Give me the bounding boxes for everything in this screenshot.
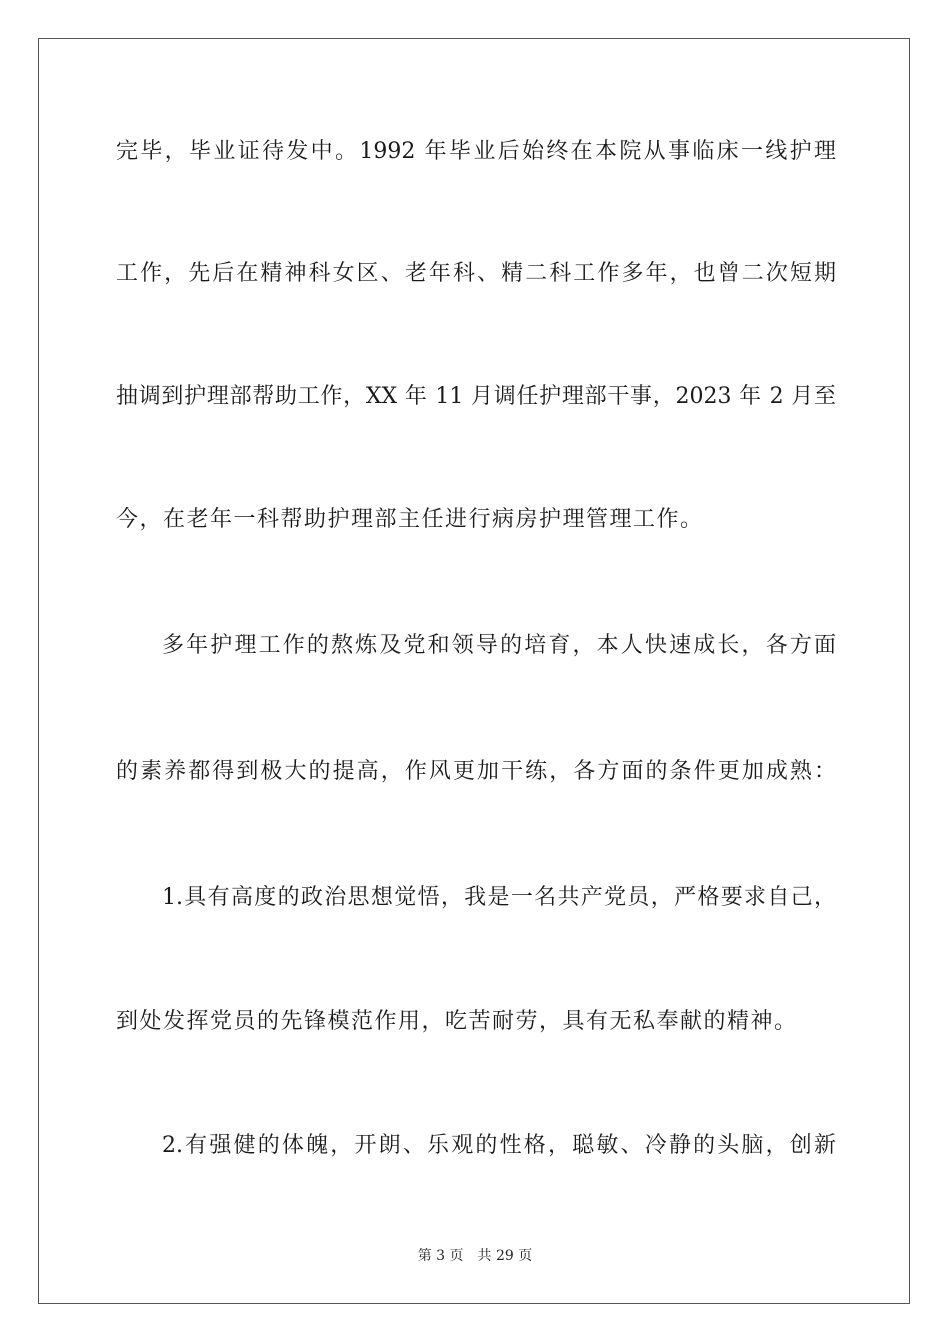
body-text-line-1: 完毕，毕业证待发中。1992 年毕业后始终在本院从事临床一线护理 [116, 139, 836, 164]
body-text-line-4: 今，在老年一科帮助护理部主任进行病房护理管理工作。 [116, 507, 704, 532]
page-total: 共 29 页 [477, 1248, 533, 1264]
list-item-1-line-2: 到处发挥党员的先锋模范作用，吃苦耐劳，具有无私奉献的精神。 [116, 1009, 798, 1034]
body-text-line-3: 抽调到护理部帮助工作，XX 年 11 月调任护理部干事，2023 年 2 月至 [116, 384, 836, 409]
list-item-2-line-1: 2.有强健的体魄，开朗、乐观的性格，聪敏、冷静的头脑，创新 [162, 1133, 836, 1158]
body-text-line-2: 工作，先后在精神科女区、老年科、精二科工作多年，也曾二次短期 [116, 261, 836, 286]
page-frame [38, 38, 910, 1304]
page-number: 第 3 页 [417, 1248, 464, 1264]
page-footer [0, 1246, 950, 1266]
body-text-line-5: 多年护理工作的熬炼及党和领导的培育，本人快速成长，各方面 [162, 633, 836, 658]
body-text-line-6: 的素养都得到极大的提高，作风更加干练，各方面的条件更加成熟： [116, 759, 836, 784]
list-item-1-line-1: 1.具有高度的政治思想觉悟，我是一名共产党员，严格要求自己， [162, 885, 836, 910]
